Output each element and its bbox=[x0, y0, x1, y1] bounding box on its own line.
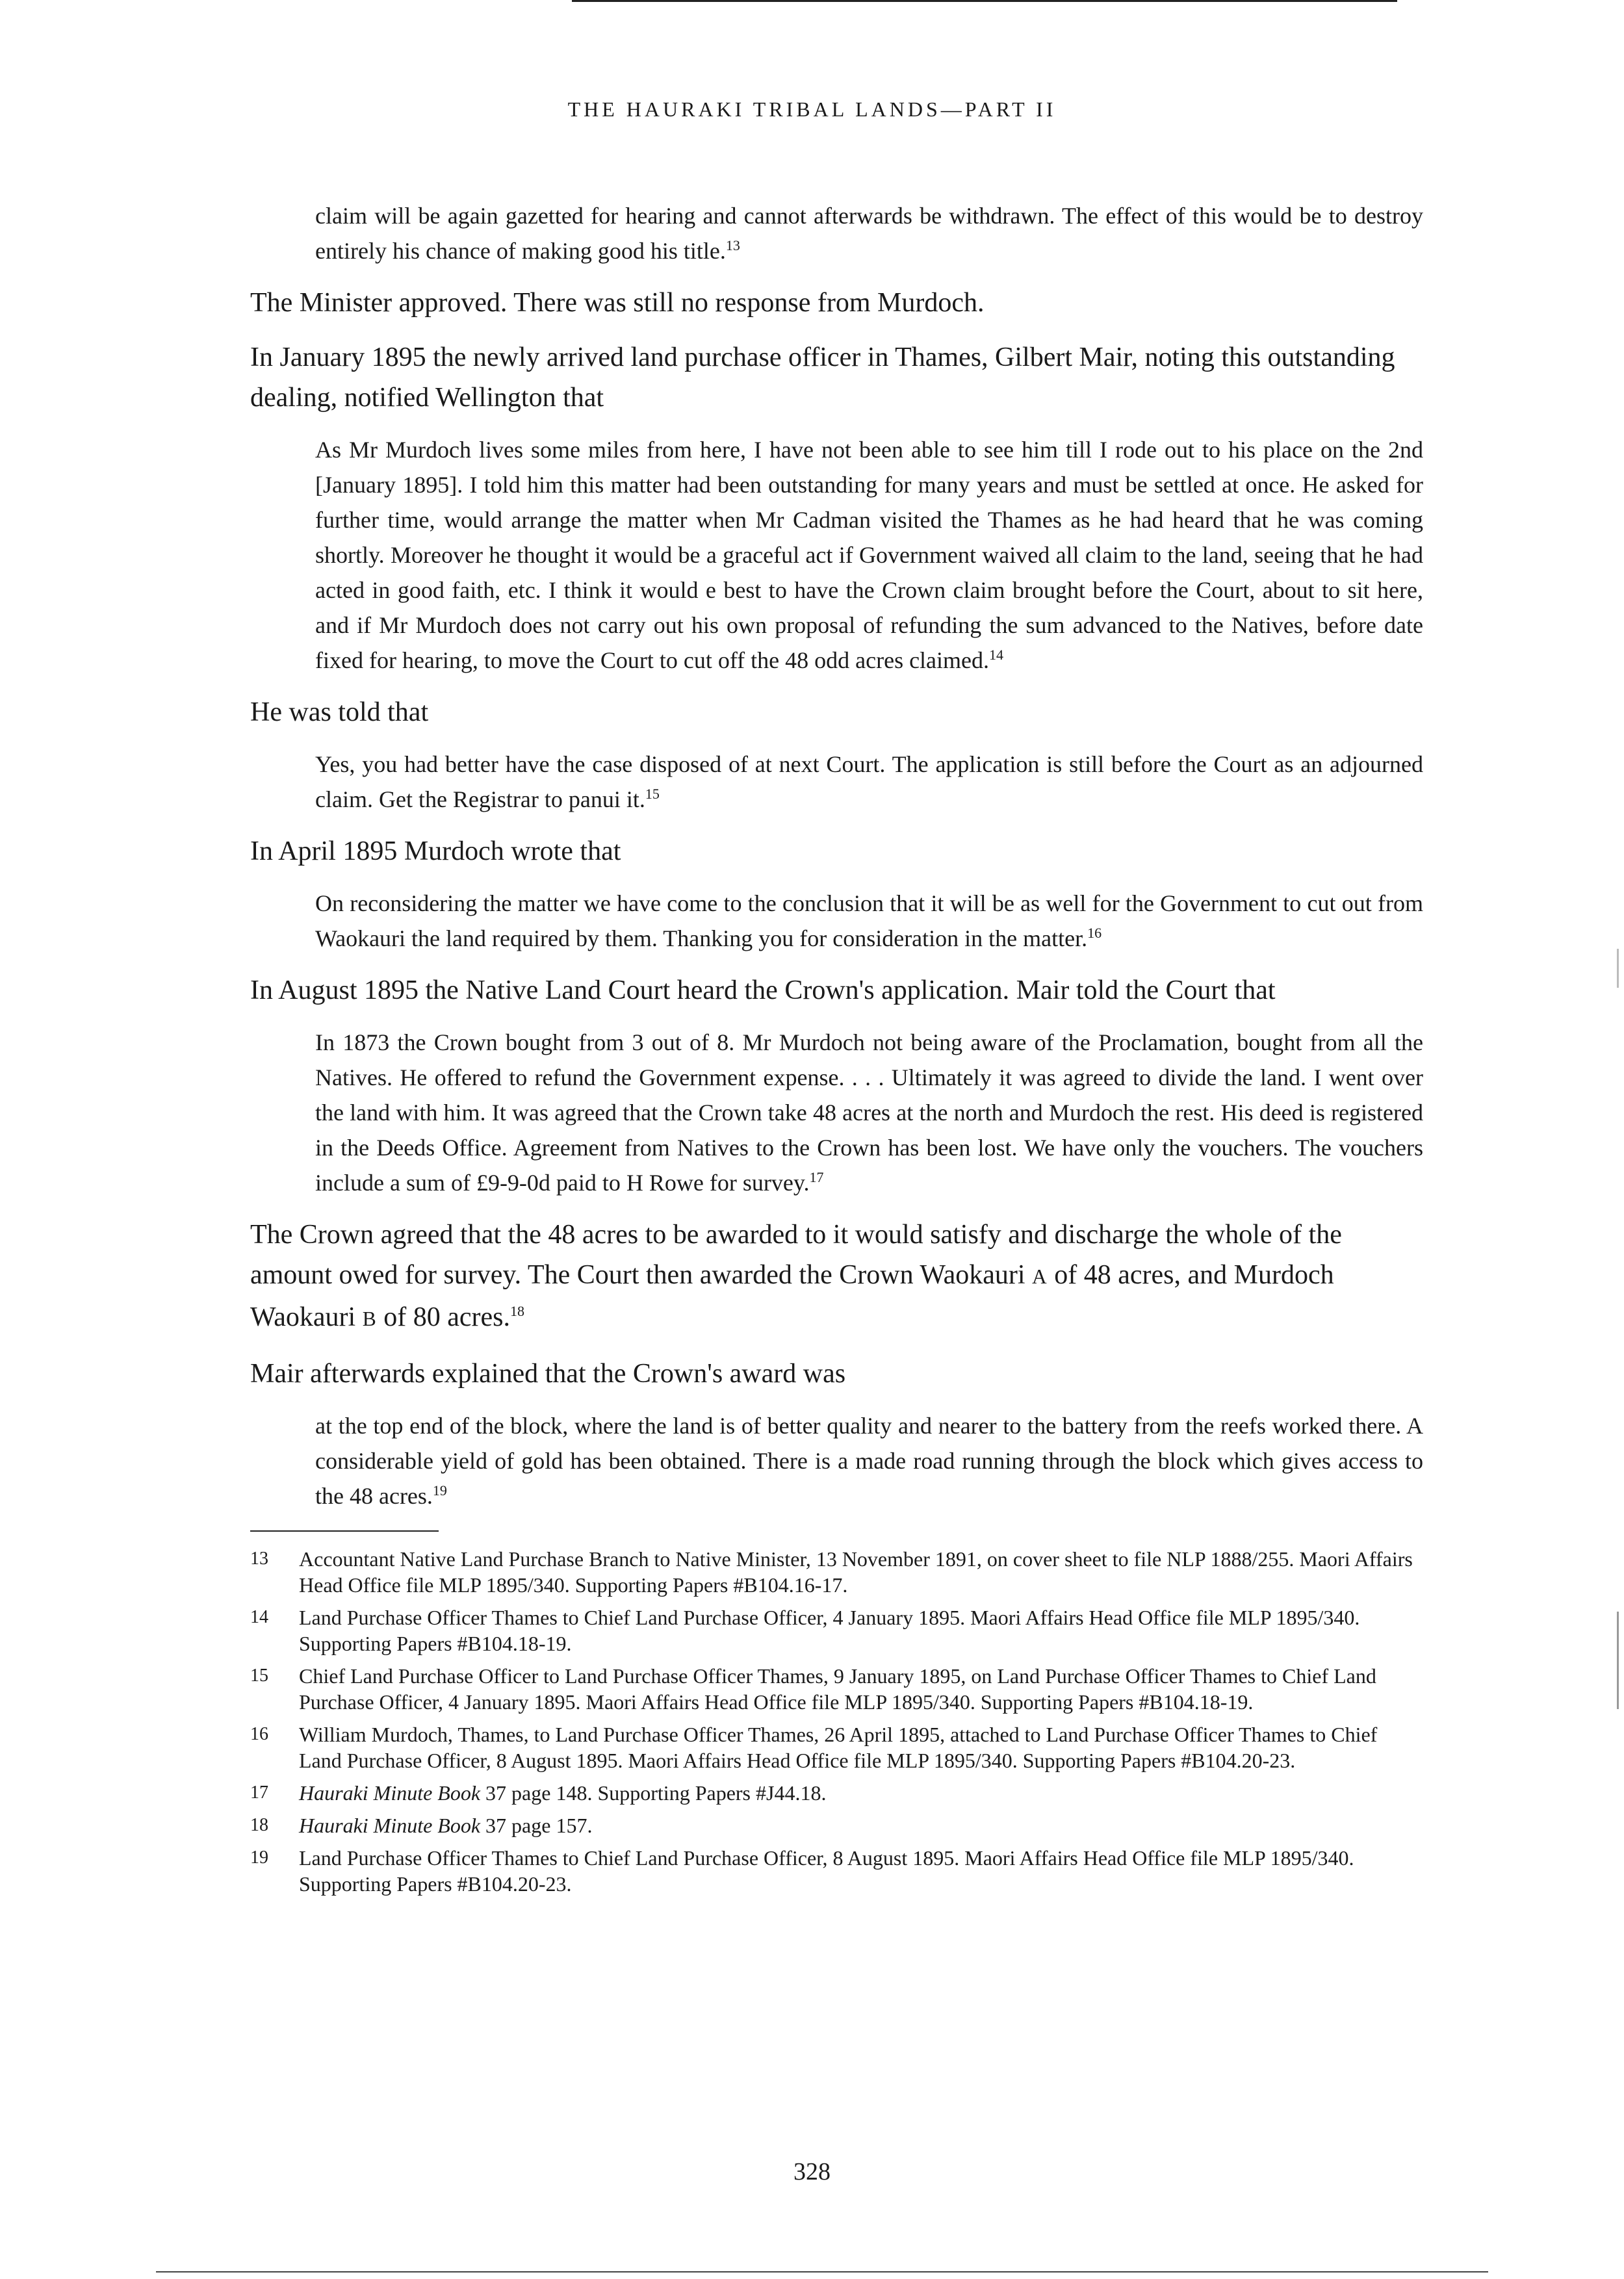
footnote bbox=[250, 1663, 1423, 1715]
footnote-ref: 16 bbox=[1087, 925, 1102, 941]
footnote-text: Land Purchase Officer Thames to Chief Land Purchase Officer, 8 August 1895. Maori Affairs Head Office file MLP 1895/340. Supporting Papers #B104.20-23. bbox=[299, 1846, 1354, 1896]
footnote-number: 17 bbox=[250, 1783, 268, 1803]
paragraph: He was told that bbox=[250, 697, 429, 727]
footnote-text: William Murdoch, Thames, to Land Purchase Officer Thames, 26 April 1895, attached to Land Purchase Officer Thames to Chief Land Purchase Officer, 8 August 1895. Maori Affairs Head Office file MLP 1895/340. Supporting Papers #B104.20-23. bbox=[299, 1723, 1378, 1772]
paragraph-text: of 48 acres, and Murdoch Waokauri bbox=[250, 1260, 1334, 1332]
footnote-ref: 17 bbox=[809, 1169, 824, 1185]
quote-text: As Mr Murdoch lives some miles from here, I have not been able to see him till I rode out to his place on the 2nd [January 1895]. I told him this matter had been outstanding for many years and must be settled at once. He asked for further time, would arrange the matter when Mr Cadman visited the Thames as he had heard that he was coming shortly. Moreover he thought it would be a graceful act if Government waived all claim to the land, seeing that he had acted in good faith, etc. I think it would e best to have the Crown claim brought before the Court, about to sit here, and if Mr Murdoch does not carry out his own proposal of refunding the sum advanced to the Natives, before date fixed for hearing, to move the Court to cut off the 48 odd acres claimed. bbox=[315, 437, 1423, 673]
small-caps-letter: B bbox=[362, 1307, 377, 1330]
quote-text: Yes, you had better have the case disposed of at next Court. The application is still before the Court as an adjourned claim. Get the Registrar to panui it. bbox=[315, 751, 1423, 812]
quote-text: claim will be again gazetted for hearing and cannot afterwards be withdrawn. The effect of this would be to destroy entirely his chance of making good his title. bbox=[315, 203, 1423, 264]
footnote bbox=[250, 1721, 1423, 1773]
paragraph-text: The Crown agreed that the 48 acres to be awarded to it would satisfy and discharge the whole of the amount owed for survey. The Court then awarded the Crown Waokauri bbox=[250, 1220, 1342, 1290]
block-quote bbox=[315, 198, 1423, 268]
paragraph bbox=[250, 1215, 1423, 1339]
footnote-text-rest: 37 page 148. Supporting Papers #J44.18. bbox=[480, 1781, 827, 1805]
footnote-number: 14 bbox=[250, 1607, 268, 1627]
footnote-text bbox=[299, 1812, 1423, 1838]
quote-text: In 1873 the Crown bought from 3 out of 8. Mr Murdoch not being aware of the Proclamation, bought from all the Natives. He offered to refund the Government expense. . . . Ultimately it was agreed to divide the land. I went over the land with him. It was agreed that the Crown take 48 acres at the north and Murdoch the rest. His deed is registered in the Deeds Office. Agreement from Natives to the Crown has been lost. We have only the vouchers. The vouchers include a sum of £9-9-0d paid to H Rowe for survey. bbox=[315, 1029, 1423, 1196]
footnote-ref: 13 bbox=[725, 237, 740, 253]
footnote-number: 15 bbox=[250, 1666, 268, 1686]
footnote bbox=[250, 1604, 1423, 1656]
footnote bbox=[250, 1812, 1423, 1838]
block-quote bbox=[315, 1408, 1423, 1513]
footnote-text: Accountant Native Land Purchase Branch to Native Minister, 13 November 1891, on cover sheet to file NLP 1888/255. Maori Affairs Head Office file MLP 1895/340. Supporting Papers #B104.16-17. bbox=[299, 1547, 1413, 1597]
book-title: Hauraki Minute Book bbox=[299, 1814, 481, 1837]
paragraph: The Minister approved. There was still no response from Murdoch. bbox=[250, 288, 985, 318]
paragraph: In April 1895 Murdoch wrote that bbox=[250, 836, 621, 866]
footnote bbox=[250, 1780, 1423, 1806]
footnote-number: 13 bbox=[250, 1549, 268, 1569]
bottom-rule bbox=[156, 2271, 1488, 2273]
footnote-ref: 15 bbox=[645, 786, 660, 802]
footnote-ref: 14 bbox=[989, 647, 1004, 663]
block-quote bbox=[315, 432, 1423, 678]
book-title: Hauraki Minute Book bbox=[299, 1781, 481, 1805]
body-text bbox=[250, 198, 1423, 1903]
footnote-number: 18 bbox=[250, 1815, 268, 1835]
footnote bbox=[250, 1546, 1423, 1598]
block-quote bbox=[315, 886, 1423, 956]
quote-text: at the top end of the block, where the land is of better quality and nearer to the battery from the reefs worked there. A considerable yield of gold has been obtained. There is a made road running through the block which gives access to the 48 acres. bbox=[315, 1413, 1423, 1509]
footnote-text bbox=[299, 1780, 1423, 1806]
footnote-text: Chief Land Purchase Officer to Land Purchase Officer Thames, 9 January 1895, on Land Purchase Officer Thames to Chief Land Purchase Officer, 4 January 1895. Maori Affairs Head Office file MLP 1895/340. Supporting Papers #B104.18-19. bbox=[299, 1664, 1376, 1714]
footnotes bbox=[250, 1546, 1423, 1897]
scan-artifact bbox=[1617, 1612, 1623, 1709]
block-quote bbox=[315, 747, 1423, 817]
footnote-ref: 18 bbox=[509, 1303, 524, 1319]
top-rule-right bbox=[715, 0, 1397, 2]
paragraph: In January 1895 the newly arrived land purchase officer in Thames, Gilbert Mair, noting this outstanding dealing, notified Wellington that bbox=[250, 342, 1395, 413]
paragraph-text: of 80 acres. bbox=[383, 1302, 510, 1332]
footnote-text-rest: 37 page 157. bbox=[480, 1814, 593, 1837]
page-number: 328 bbox=[793, 2158, 831, 2185]
footnote-text: Land Purchase Officer Thames to Chief Land Purchase Officer, 4 January 1895. Maori Affairs Head Office file MLP 1895/340. Supporting Papers #B104.18-19. bbox=[299, 1606, 1360, 1655]
footnote-ref: 19 bbox=[432, 1482, 447, 1499]
top-rule-left bbox=[572, 0, 728, 2]
paragraph: In August 1895 the Native Land Court heard the Crown's application. Mair told the Court that bbox=[250, 975, 1276, 1005]
paragraph: Mair afterwards explained that the Crown's award was bbox=[250, 1359, 846, 1389]
footnote-number: 19 bbox=[250, 1848, 268, 1868]
scan-artifact bbox=[1617, 949, 1623, 988]
quote-text: On reconsidering the matter we have come to the conclusion that it will be as well for the Government to cut out from Waokauri the land required by them. Thanking you for consideration in the matter. bbox=[315, 890, 1423, 951]
footnote bbox=[250, 1845, 1423, 1897]
running-head: THE HAURAKI TRIBAL LANDS—PART II bbox=[567, 97, 1057, 121]
footnote-rule bbox=[250, 1530, 439, 1532]
block-quote bbox=[315, 1025, 1423, 1200]
footnote-number: 16 bbox=[250, 1724, 268, 1744]
small-caps-letter: A bbox=[1032, 1265, 1048, 1288]
